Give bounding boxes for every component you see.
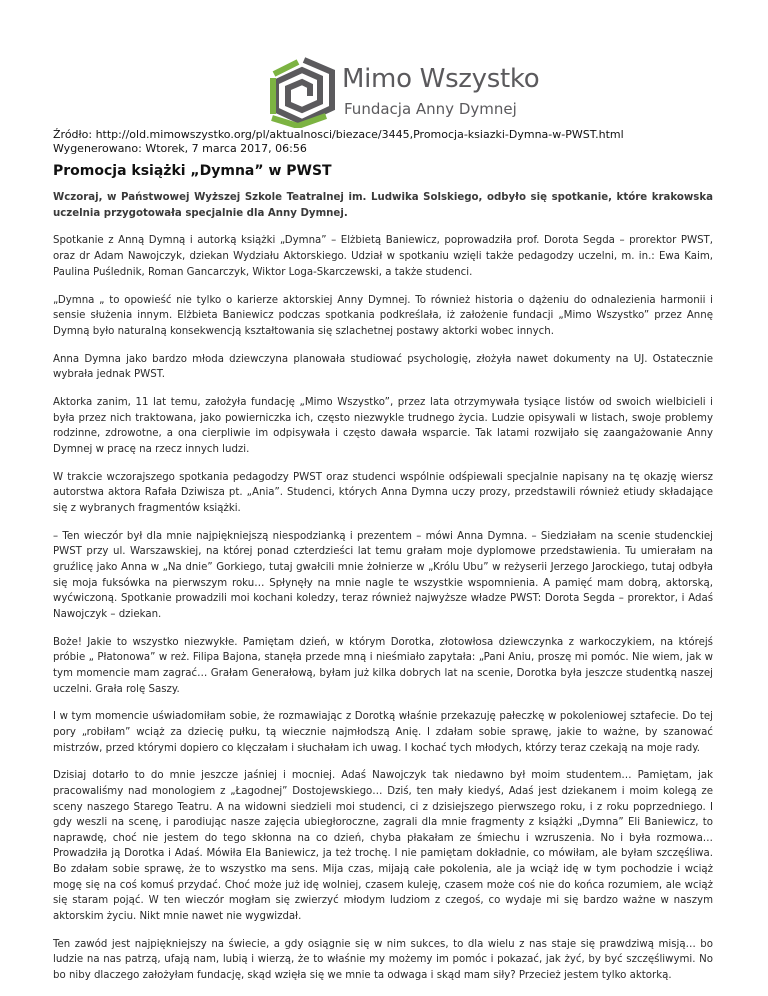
- article-lead: Wczoraj, w Państwowej Wyższej Szkole Teatralnej im. Ludwika Solskiego, odbyło się spotkanie, które krakowska uczelnia przygotowała specjalnie dla Anny Dymnej.: [53, 192, 713, 219]
- paragraph-3: Anna Dymna jako bardzo młoda dziewczyna planowała studiować psychologię, złożyła nawet dokumenty na UJ. Ostatecznie wybrała jednak PWST.: [53, 353, 713, 381]
- document-meta: [53, 128, 624, 156]
- paragraph-2: „Dymna „ to opowieść nie tylko o karierze aktorskiej Anny Dymnej. To również historia o dążeniu do odnalezienia harmonii i sensie służenia innym. Elżbieta Baniewicz podczas spotkania podkreślała, iż założenie fundacji „Mimo Wszystko” przez Annę Dymną było naturalną konsekwencją kształtowania się szlachetnej postawy aktorki wobec innych.: [53, 294, 713, 337]
- paragraph-1: Spotkanie z Anną Dymną i autorką książki „Dymna” – Elżbietą Baniewicz, poprowadziła prof. Dorota Segda – prorektor PWST, oraz dr Adam Nawojczyk, dziekan Wydziału Aktorskiego. Udział w spotkaniu wzięli także pedagodzy uczelni, m. in.: Ewa Kaim, Paulina Puślednik, Roman Gancarczyk, Wiktor Loga-Skarczewski, a także studenci.: [53, 235, 713, 278]
- article-body: [53, 190, 713, 996]
- source-line: Źródło: http://old.mimowszystko.org/pl/aktualnosci/biezace/3445,Promocja-ksiazki-Dymna-w-PWST.html: [53, 128, 624, 141]
- paragraph-7: Boże! Jakie to wszystko niezwykłe. Pamiętam dzień, w którym Dorotka, złotowłosa dziewczynka z warkoczykiem, na którejś próbie „ Płatonowa” w reż. Filipa Bajona, stanęła przede mną i nieśmiało zapytała: „Pani Aniu, proszę mi pomóc. Nie wiem, jak w tym momencie mam zagrać… Grałam Generałową, byłam już kilka dobrych lat na scenie, Dorotka była jeszcze studentką naszej uczelni. Grała rolę Saszy.: [53, 636, 713, 695]
- paragraph-8: I w tym momencie uświadomiłam sobie, że rozmawiając z Dorotką właśnie przekazuję pałeczkę w pokoleniowej sztafecie. Do tej pory „robiłam” wciąż za dziecię pułku, tą wiecznie najmłodszą Anię. I zdałam sobie sprawę, jakie to ważne, by szanować mistrzów, przed którymi dopiero co klęczałam i słuchałam ich uwag. I kochać tych młodych, którzy teraz czekają na moje rady.: [53, 711, 713, 754]
- paragraph-9: Dzisiaj dotarło to do mnie jeszcze jaśniej i mocniej. Adaś Nawojczyk tak niedawno był moim studentem… Pamiętam, jak pracowaliśmy nad monologiem z „Łagodnej” Dostojewskiego… Dziś, ten mały kiedyś, Adaś jest dziekanem i moim kolegą ze sceny naszego Starego Teatru. A na widowni siedzieli moi studenci, ci z dzisiejszego pierwszego roku, i z roku poprzedniego. I gdy weszli na scenę, i parodiując nasze zajęcia ubiegłoroczne, zagrali dla mnie fragmenty z książki „Dymna” Eli Baniewicz, to naprawdę, choć nie jestem do tego skłonna na co dzień, chyba płakałam ze śmiechu i wzruszenia. No i była rozmowa… Prowadziła ją Dorotka i Adaś. Mówiła Ela Baniewicz, ja też trochę. I nie pamiętam dokładnie, co mówiłam, ale byłam szczęśliwa. Bo zdałam sobie sprawę, że to wszystko ma sens. Mija czas, mijają całe pokolenia, ale ja wciąż idę w tym pochodzie i wciąż mogę się na coś komuś przydać. Choć może już idę wolniej, czasem kuleję, czasem może coś nie do końca rozumiem, ale wciąż się staram pojąć. W ten wieczór mogłam się zwierzyć młodym ludziom z czegoś, co wydaje mi się bardzo ważne w naszym aktorskim życiu. Nikt mnie nawet nie wygwizdał.: [53, 770, 713, 922]
- paragraph-5: W trakcie wczorajszego spotkania pedagodzy PWST oraz studenci wspólnie odśpiewali specjalnie napisany na tę okazję wiersz autorstwa aktora Rafała Dziwisza pt. „Ania”. Studenci, których Anna Dymna uczy prozy, przedstawili również etiudy składające się z wybranych fragmentów książki.: [53, 471, 713, 514]
- foundation-logo: [268, 56, 568, 128]
- paragraph-10: Ten zawód jest najpiękniejszy na świecie, a gdy osiągnie się w nim sukces, to dla wielu z nas staje się prawdziwą misją… bo ludzie na nas patrzą, ufają nam, lubią i wierzą, że to właśnie my możemy im pomóc i pokazać, jak żyć, by być szczęśliwymi. No bo niby dlaczego założyłam fundację, skąd wzięła się we mnie ta odwaga i skąd mam siły? Przecież jestem tylko aktorką.: [53, 938, 713, 981]
- spiral-logo-icon: [268, 56, 338, 128]
- generated-line: Wygenerowano: Wtorek, 7 marca 2017, 06:56: [53, 142, 307, 155]
- logo-subtitle: Fundacja Anny Dymnej: [344, 100, 517, 118]
- paragraph-4: Aktorka zanim, 11 lat temu, założyła fundację „Mimo Wszystko”, przez lata otrzymywała tysiące listów od swoich wielbicieli i była przez nich traktowana, jako powierniczka ich, często niezwykle trudnego życia. Ludzie opisywali w listach, swoje problemy rodzinne, zdrowotne, a ona cierpliwie im odpisywała i często dawała wsparcie. Tak latami rozwijało się zaangażowanie Anny Dymnej w pracę na rzecz innych ludzi.: [53, 397, 713, 455]
- logo-title: Mimo Wszystko: [342, 64, 540, 94]
- paragraph-6: – Ten wieczór był dla mnie najpiękniejszą niespodzianką i prezentem – mówi Anna Dymna. – Siedziałam na scenie studenckiej PWST przy ul. Warszawskiej, na której ponad czterdzieści lat temu grałam moje dyplomowe przedstawienia. Tu umierałam na gruźlicę jako Anna w „Na dnie” Gorkiego, tutaj gwałcili mnie żołnierze w „Królu Ubu” w reżyserii Jerzego Jarockiego, tutaj odbyła się moja fuksówka na pierwszym roku… Spłynęły na mnie nagle te wszystkie wspomnienia. A pamięć mam dobrą, aktorską, wyćwiczoną. Spotkanie prowadzili moi kochani koledzy, teraz również najwyższe władze PWST: Dorota Segda – prorektor, i Adaś Nawojczyk – dziekan.: [53, 530, 713, 620]
- page-title: Promocja książki „Dymna” w PWST: [53, 163, 332, 179]
